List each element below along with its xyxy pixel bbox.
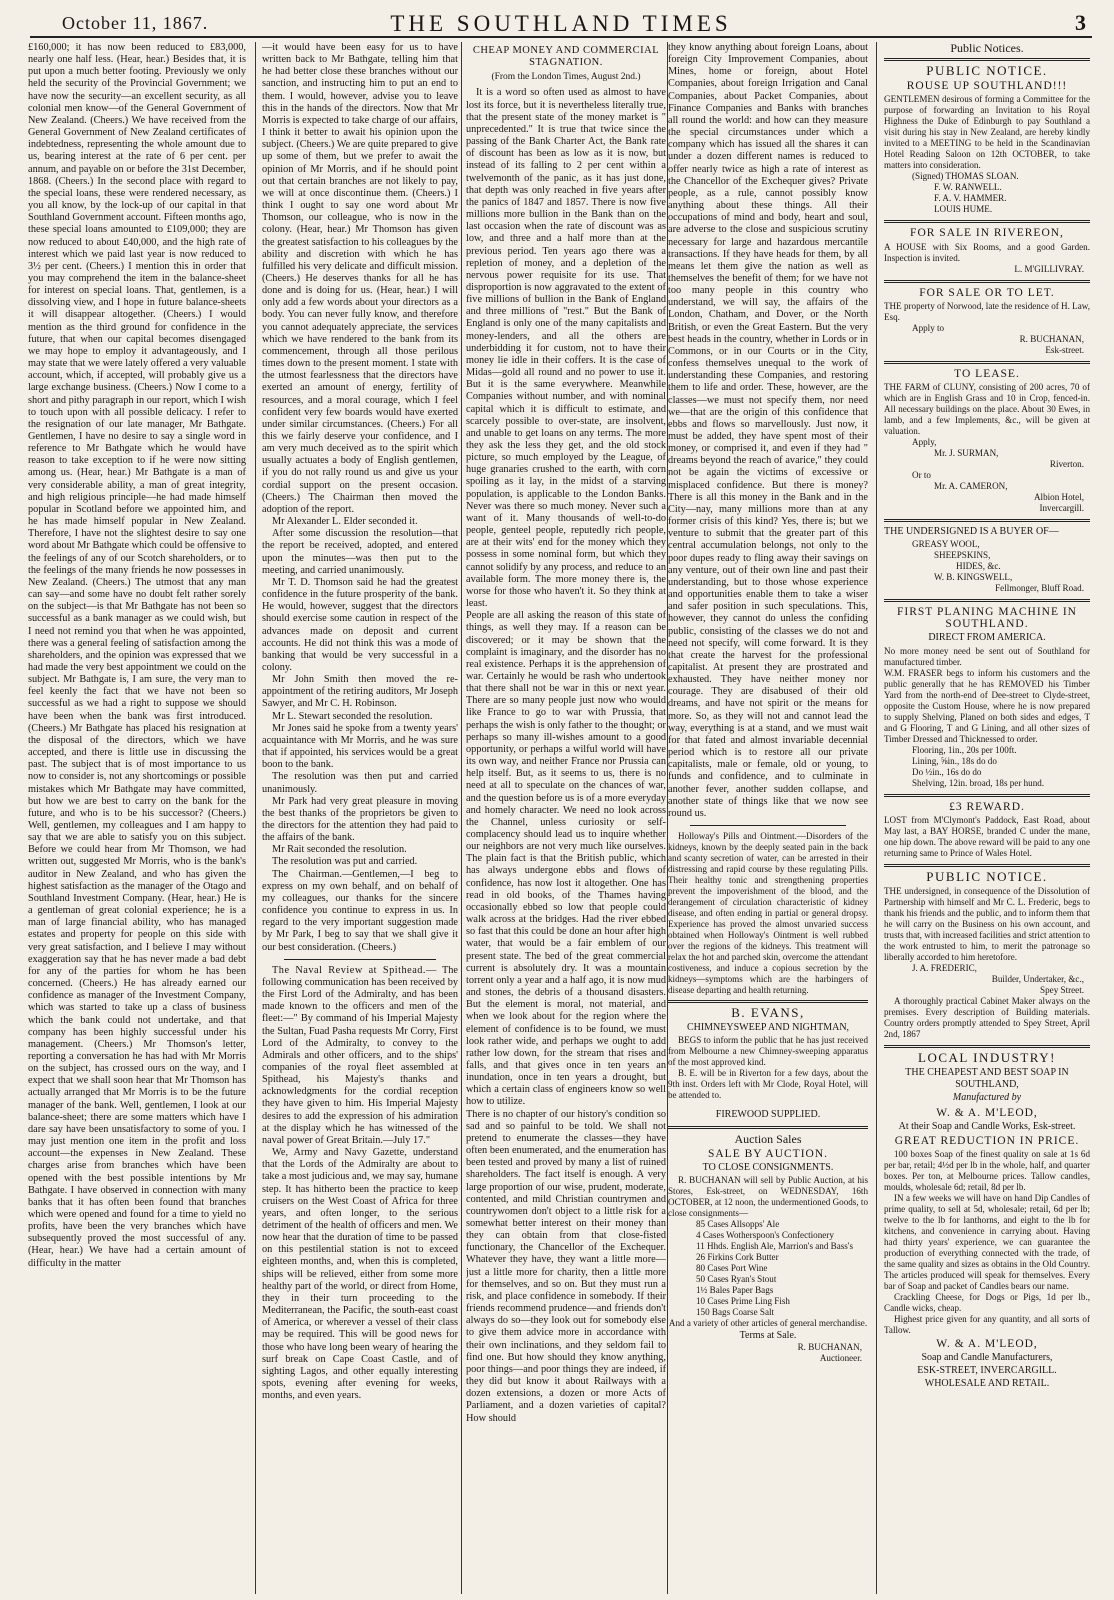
divider <box>884 864 1090 867</box>
divider <box>884 280 1090 283</box>
divider <box>668 1126 868 1129</box>
advert-signature: Auctioneer. <box>819 1352 862 1363</box>
masthead: THE SOUTHLAND TIMES <box>390 11 732 36</box>
advert-text: IN a few weeks we will have on hand Dip Candles of prime quality, to sell at 5d, wholesale; retail, 6d per lb; twelve to the lb for lanthorns, and eight to the lb for kitchens, and convenience in carrying about. Having had thirty years' experience, we can guarantee the production of everything connected with the trade, of the same quality and sizes as obtains in the Old Country. The articles produced will speak for themselves. Every bar of Soap and packet of Candles bears our name. <box>884 1192 1090 1291</box>
item-heading: The Naval Review at Spithead.— <box>272 964 437 976</box>
advert-headline: ROUSE UP SOUTHLAND!!! <box>906 80 1068 93</box>
advert-title: SALE BY AUCTION. <box>707 1147 829 1160</box>
signatory: (Signed) THOMAS SLOAN. <box>912 171 1019 182</box>
article-paragraph: Mr T. D. Thomson said he had the greatest confidence in the future prosperity of the bank. He would, however, suggest that the directors should exercise some caution in respect of the advances made on deposit and current accounts. He did not think this was a mode of banking that would be very successful in a colony. <box>262 576 458 673</box>
auction-item: 10 Cases Prime Ling Fish <box>696 1295 790 1306</box>
advert-terms: Terms at Sale. <box>739 1329 797 1341</box>
price-line: Flooring, 1in., 20s per 100ft. <box>912 744 1017 755</box>
article-body: they know anything about foreign Loans, about foreign City Improvement Companies, about Mines, home or foreign, about Hotel Companies, about foreign Irrigation and Canal Companies, about Packet Companies, about Finance Companies and Banks with branches all round the world: and how can they measure the special circumstances under which a company which has issued all the shares it can under a dozen different names is reduced to offer nearly twice as high a rate of interest as the Chancellor of the Exchequer gives? Private people, as a rule, cannot possibly know anything about these things. All their occupations of mind and body, heart and soul, are adverse to the close and suspicious scrutiny necessary for large and hazardous mercantile transactions. If they have heads for them, by all means let them give the nation as well as themselves the benefit of them; for we have not too many people in this country who understand, we will say, the affairs of the London, Chatham, and Dover, or the North British, or even the Great Eastern. But the very best heads in the country, whether in Lords or in Commons, or in our Courts or in the City, confess themselves unequal to the work of understanding these Companies, and restoring them to life and order. These, however, are the classes—we must not specify them, nor need we—that are the origin of this confidence that ebbs and flows so marvellously. Just now, it must be added, they have spent most of their money, or comprised it, and even if they had " dreams beyond the reach of avarice," they could not be again the victims of excessive or misplaced confidence. But there is money? There is all this money in the Bank and in the City—nay, many millions more than at any former crisis of this kind? Yes, there is; but we venture to submit that the greater part of this central accumulation belongs, not only to the poor dupes ready to fling away their savings on any venture, out of their own line and past their understanding, but to those whose experience and opportunities enable them to take a wiser and safer position in such speculations. This, however, they cannot do unless the confiding public, consisting of the classes we do not and need not specify, will come forward. It is they that create the harvest for the professional capitalist. At present they are prostrated and exhausted. They have neither money nor courage. They are disabused of their old dreams, and have not spirit or the means for more. So, as they will not and cannot lead the way, everything is at a stand, and we must wait for that fated and almost invariable decennial period which is to restore all our private capitalists, male or female, old or young, to funds and confidence, and to culminate in another fever, another sudden collapse, and another state of things like that we now see round us. <box>668 42 868 819</box>
divider <box>884 1045 1090 1048</box>
soap-advert <box>884 1049 1090 1391</box>
divider <box>884 519 1090 522</box>
advert-signature: Fellmonger, Bluff Road. <box>995 583 1084 594</box>
advert-text: W.M. FRASER begs to inform his customers and the public generally that he has REMOVED his Timber Yard from the north-end of Dee-street to Clyde-street, opposite the Custom House, where he is now prepared to supply Shelving, Planed on both sides and edges, T and G Flooring, T and G Lining, and all other sizes of Timber Dressed and Thicknessed to order. <box>884 667 1090 744</box>
column-2 <box>262 42 458 1594</box>
advert-name: W. & A. M'LEOD, <box>936 1106 1038 1119</box>
advert-text: THE property of Norwood, late the residence of H. Law, Esq. <box>884 300 1090 322</box>
advert-signature: R. BUCHANAN, <box>1019 333 1084 344</box>
divider <box>884 361 1090 364</box>
advert-title: THE UNDERSIGNED IS A BUYER OF— <box>884 525 1059 537</box>
buyer-item: SHEEPSKINS, <box>934 550 991 561</box>
divider <box>884 599 1090 602</box>
signatory: F. A. V. HAMMER. <box>934 193 1007 204</box>
planing-machine-advert <box>884 606 1090 788</box>
advert-apply: Or to <box>912 469 931 480</box>
article-paragraph: —it would have been easy for us to have written back to Mr Bathgate, telling him that he had better close these branches without our sanction, and instructing him to put an end to them. I would, however, advise you to leave this in the hands of the directors. Now that Mr Morris is expected to take charge of our affairs, I think it better to await his opinion upon the subject. (Cheers.) We are quite prepared to give up some of them, but we prefer to await the opinion of Mr Morris, and if he should point out that certain branches are not likely to pay, we will at once discontinue them. (Cheers.) I think I ought to say one word about Mr Thomson, our colleague, who is now in the colony. (Hear, hear.) Mr Thomson has given the greatest satisfaction to his colleagues by the ability and discretion with which he has fulfilled his very delicate and difficult mission. (Cheers.) He deserves thanks for all he has done and is doing for us. (Hear, hear.) I will only add a few words about your directors as a body. You can never fully know, and therefore you cannot adequately appreciate, the services which we have rendered to the bank from its commencement, through all those perilous times down to the present moment. I state with the utmost fearlessness that the directors have exerted an amount of energy, fertility of resources, and a moral courage, which I feel confident very few boards would have exerted under similar circumstances. (Cheers.) For all this we fairly deserve your confidence, and I am very much deceived as to the spirit which usually actuates a body of English gentlemen, if you do not rally round us and give us your cordial support on the present occasion. (Cheers.) The Chairman then moved the adoption of the report. <box>262 42 458 515</box>
page-number: 3 <box>1075 10 1086 35</box>
advert-contact: Invercargill. <box>1039 502 1084 513</box>
column-4 <box>668 42 868 1594</box>
advert-name: W. & A. M'LEOD, <box>936 1337 1038 1350</box>
section-heading: Auction Sales <box>734 1132 802 1147</box>
advert-signature: W. B. KINGSWELL, <box>934 572 1013 583</box>
signatory: LOUIS HUME. <box>934 204 993 215</box>
column-rule <box>461 42 462 1594</box>
naval-review-item <box>262 965 458 1147</box>
column-1 <box>28 42 246 1594</box>
reward-advert <box>884 801 1090 859</box>
advert-contact: Riverton. <box>1049 458 1084 469</box>
advert-contact: Mr. A. CAMERON, <box>934 480 1008 491</box>
public-notice-2 <box>884 868 1090 1040</box>
article-paragraph: The Chairman.—Gentlemen,—I beg to express on my own behalf, and on behalf of my colleagues, our thanks for the sincere confidence you continue to express in us. In regard to the very important suggestion made by Mr Park, I beg to say that we shall give it our best consideration. (Cheers.) <box>262 868 458 953</box>
article-paragraph: The resolution was put and carried. <box>272 856 418 868</box>
advert-apply: Apply to <box>912 322 945 333</box>
advert-title: FIRST PLANING MACHINE IN SOUTHLAND. <box>896 606 1077 631</box>
public-notice-1 <box>884 65 1090 215</box>
price-line: Shelving, 12in. broad, 18s per hund. <box>912 777 1045 788</box>
buyer-advert <box>884 526 1090 594</box>
column-3 <box>466 42 666 1594</box>
advert-text: A HOUSE with Six Rooms, and a good Garden. Inspection is invited. <box>884 241 1090 263</box>
advert-signature: L. M'GILLIVRAY. <box>1014 263 1084 274</box>
evans-advert <box>668 1007 868 1121</box>
advert-address: ESK-STREET, INVERCARGILL. <box>917 1365 1057 1377</box>
article-paragraph: Mr John Smith then moved the re-appointment of the retiring auditors, Mr Joseph Sawyer, and Mr C. H. Robinson. <box>262 674 458 710</box>
advert-subtitle: DIRECT FROM AMERICA. <box>928 632 1046 644</box>
advert-title: LOCAL INDUSTRY! <box>918 1049 1056 1065</box>
advert-address: Soap and Candle Manufacturers, <box>921 1352 1053 1364</box>
advert-text: GENTLEMEN desirous of forming a Committee for the purpose of forwarding an Invitation to his Royal Highness the Duke of Edinburgh to pay Southland a visit during his stay in New Zealand, are hereby kindly invited to a MEETING to be held in the Scandinavian Hotel Reading Saloon on 12th OCTOBER, to take matters into consideration. <box>884 94 1090 171</box>
item-text: The following communication has been received by the First Lord of the Admiralty, and has been made known to the officers and men of the fleet:—" By command of his Imperial Majesty the Sultan, Fuad Pasha requests Mr Corry, First Lord of the Admiralty, to convey to the Admirals and other officers, and to the ships' companies of the royal fleet assembled at Spithead, his Majesty's thanks and acknowledgments for the cordial reception they have given to him. His Imperial Majesty desires to add the expression of his admiration at the display which he has witnessed of the naval power of Great Britain.—July 17." <box>262 964 458 1146</box>
article-body: It is a word so often used as almost to have lost its force, but it is nevertheless literally true, that the present state of the money market is " unprecedented." It is true that twice since the passing of the Bank Charter Act, the Bank rate of discount has been as low as it is now, but instead of its falling to 2 per cent within a twelvemonth of the panic, as it has just done, that depth was only reached in five years after the panics of 1847 and 1857. There is now five millions more bullion in the Bank than on the last occasion when the rate of discount was as low, and three and a half more than at the previous period. Ten years ago there was a repletion of money, and a depletion of the nervous power requisite for its use. That disproportion is now aggravated to the extent of five millions of bullion in the Bank of England and three millions of "rest." But the Bank of England is only one of the many capitalists and money-lenders, and all the others are underbidding it for custom, not to have their money lie idle in their coffers. It is the case of Midas—gold all round and no power to use it. But it is the same everywhere. Meanwhile Companies without number, and with nominal capital which it is difficult to estimate, and scarcely possible to over-state, are insolvent, and unable to get loans on any terms. The more they ask the less they get, and the old stock picture, so much employed by the League, of huge granaries crushed to the earth, with corn spoiling as it lay, in the midst of a starving population, is applicable to the London Banks. Never was there so much money. Never such a want of it. Many thousands of well-to-do people, genteel people, reputedly rich people, are at their wits' end for the money which they possess in some nominal form, but which they cannot solidify by any process, and reduce to an available form. The more money there is, the worse for those who haven't it. So they think at least. People are all asking the reason of this state of things, as well they may. If a reason can be discovered; or it may be shown that the complaint is imaginary, and the disorder has no real existence. Perhaps it is the apprehension of war. Certainly he would be rash who undertook that there shall not be war in this or next year. There are so many people just now who would like France to go to war with Prussia, that perhaps the wish is only father to the thought; or perhaps so many ill-wishes amount to a good opportunity, or perhaps a wilful world will have its own way, and neither France nor Prussia can help itself. But, as it seems to us, there is no need at all to speculate on the chances of war, and the question before us is of a more everyday and homely character. We need no look across the Channel, unless curiosity or self-complacency should lead us to inquire whether our neighbors are not very much like ourselves. The plain fact is that the British public, which has always undergone ebbs and flows of confidence, has now lost it altogether. One has read in old books, of the Thames having occasionally ebbed so low that people could walk across at the bridges. Had the river ebbed so fast that this could be done an hour after high water, that would be a fair emblem of our present state. The bed of the great commercial current is absolutely dry. It was a mountain torrent only a year and a half ago, it is now mud and stones, the debris of a thousand disasters. But the element is moral, not material, and when we look about for the region where the element of confidence is to be found, we must look rather wide, and perhaps we ought to add rather low down, for the stream that rises and falls, and that gives once in ten years an inundation, once in ten years a drought, but which a certain class of engineers know so well how to utilize. There is no chapter of our history's condition so sad and so painful to be told. We shall not pretend to enumerate the classes—they have often been enumerated, and the enumeration has been tested and proved by many a list of ruined shareholders. The fact itself is enough. A very large proportion of our wise, prudent, moderate, contented, and mild Christian countrymen and countrywomen don't object to a little risk for a somewhat better interest on their money than they can obtain from that close-fisted functionary, the Chancellor of the Exchequer. Whatever they have, they want a little more—just a little more for charity, then a little more for themselves, and so on. But they must run a risk, and place confidence in somebody. If their friends recommend prudence—and friends don't always do so—they look out for somebody else to give them advice more in accordance with their own inclinations, and they seldom fail to find one. But how should they know anything, poor things—and poor things they are indeed, if they did but know it about Railways with a dozen extensions, a dozen or more Acts of Parliament, and a dozen varieties of capital? How should <box>466 87 666 1424</box>
signatory: F. W. RANWELL. <box>934 182 1002 193</box>
advert-title: FOR SALE OR TO LET. <box>919 286 1055 299</box>
advert-title: FOR SALE IN RIVEREON, <box>910 227 1064 240</box>
column-rule <box>876 42 877 1594</box>
advert-name: B. EVANS, <box>731 1005 805 1020</box>
article-paragraph: Mr Rait seconded the resolution. <box>272 844 407 856</box>
advert-text: LOST from M'Clymont's Paddock, East Road, about May last, a BAY HORSE, branded C under the mane, one hip down. The above reward will be paid to any one returning same to Prince of Wales Hotel. <box>884 814 1090 858</box>
article-paragraph: The resolution was then put and carried unanimously. <box>262 771 458 795</box>
advert-text: THE undersigned, in consequence of the Dissolution of Partnership with himself and Mr C. L. Frederic, begs to thank his friends and the public, and to inform them that he will carry on the Business on his own account, and trusts that, with increased facilities and strict attention to the work entrusted to him, to merit the patronage so liberally accorded to him heretofore. <box>884 885 1090 962</box>
advert-tagline: FIREWOOD SUPPLIED. <box>715 1109 821 1121</box>
advert-text: B. E. will be in Riverton for a few days, about the 9th inst. Orders left with Mr Clode, Royal Hotel, will be attended to. <box>668 1068 868 1101</box>
advert-apply: Apply, <box>912 436 937 447</box>
advert-trade: CHIMNEYSWEEP AND NIGHTMAN, <box>686 1022 850 1034</box>
for-sale-rivereon <box>884 227 1090 274</box>
advert-subtitle: TO CLOSE CONSIGNMENTS. <box>702 1161 834 1173</box>
for-sale-or-let <box>884 287 1090 356</box>
auction-item: 1½ Bales Paper Bags <box>696 1284 774 1295</box>
price-line: Lining, ⅝in., 18s do do <box>912 755 997 766</box>
section-heading: Public Notices. <box>950 42 1024 55</box>
advert-text: Crackling Cheese, for Dogs or Pigs, 1d per lb., Candle wicks, cheap. <box>884 1291 1090 1313</box>
divider <box>668 1000 868 1003</box>
advert-signature: J. A. FREDERIC, <box>912 962 977 973</box>
advert-title: TO LEASE. <box>954 367 1020 380</box>
advert-signature: Esk-street. <box>1045 344 1084 355</box>
divider <box>690 825 846 826</box>
column-5 <box>884 42 1090 1594</box>
advert-signature: Builder, Undertaker, &c., <box>991 973 1084 984</box>
advert-address: WHOLESALE AND RETAIL. <box>924 1378 1050 1390</box>
article-paragraph: After some discussion the resolution—that the report be received, adopted, and entered upon the minutes—was then put to the meeting, and carried unanimously. <box>262 528 458 576</box>
advert-headline: GREAT REDUCTION IN PRICE. <box>894 1134 1080 1147</box>
article-source: (From the London Times, August 2nd.) <box>491 72 641 83</box>
article-paragraph: We, Army and Navy Gazette, understand that the Lords of the Admiralty are about to take a most judicious and, we may say, humane step. It has hitherto been the practice to keep cruisers on the West Coast of Africa for three years, and often longer, to the serious detriment of the health of officers and men. We now hear that the duration of time to be passed on this pestilential station is not to exceed eighteen months, and, when this is completed, ships will be relieved, either from some more healthy part of the world, or direct from Home, they in their turn proceeding to the Mediterranean, the Pacific, the south-east coast of America, or wherever a vessel of their class may be required. This will be good news for those who have long been weary of hearing the surf break on Cape Coast Castle, and of sighting Lagos, and other equally interesting spots, evening after evening for weeks, months, and even years. <box>262 1147 458 1402</box>
advert-title: £3 REWARD. <box>949 800 1025 813</box>
divider <box>884 58 1090 61</box>
divider <box>284 959 436 960</box>
advert-signature: R. BUCHANAN, <box>797 1341 862 1352</box>
column-rule <box>255 42 256 1594</box>
auction-item: 80 Cases Port Wine <box>696 1262 768 1273</box>
advert-text: A thoroughly practical Cabinet Maker always on the premises. Every description of Building materials. Country orders promptly attended to Spey Street, April 2nd, 1867 <box>884 995 1090 1039</box>
article-paragraph: Mr L. Stewart seconded the resolution. <box>272 710 433 722</box>
advert-note: No more money need be sent out of Southland for manufactured timber. <box>884 645 1090 667</box>
price-line: Do ½in., 16s do do <box>912 766 982 777</box>
auction-item: 11 Hhds. English Ale, Marrion's and Bass's <box>696 1240 854 1251</box>
advert-title: PUBLIC NOTICE. <box>926 868 1048 884</box>
holloway-advert <box>668 831 868 996</box>
advert-text: THE FARM of CLUNY, consisting of 200 acres, 70 of which are in English Grass and 10 in Crop, fenced-in. All necessary buildings on the place. About 30 Ewes, in lamb, and a few Implements, &c., will be given at valuation. <box>884 381 1090 436</box>
advert-byline: Manufactured by <box>952 1092 1022 1104</box>
article-title: CHEAP MONEY AND COMMERCIAL STAGNATION. <box>472 45 660 69</box>
bank-meeting-speech: £160,000; it has now been reduced to £83,000, nearly one half less. (Hear, hear.) Besides that, it is put upon a much better footing. Previously we only held the security of the Provincial Government; we have now the security—an excellent security, as all colonial men know—of the General Government of New Zealand. (Cheers.) We have received from the General Government of New Zealand certificates of indebtedness, representing the whole amount due to us, bearing interest at the rate of 6 per cent. per annum, and payable on or before the 31st December, 1868. (Cheers.) In the second place with regard to the special loans, these were rendered necessary, as you all know, by the lock-up of our capital in that Southland Government account. Fifteen months ago, these special loans amounted to £109,000; they are now reduced to about £40,000, and the high rate of interest which we paid last year is now reduced to 3½ per cent. (Cheers.) I mention this in order that you may comprehend the item in the balance-sheet for interest on special loans. That, gentlemen, is a dissolving view, and I hope in future balance-sheets it will disappear altogether. (Cheers.) I would mention as the third ground for confidence in the future, that when our capital becomes disengaged we may hope to employ it advantageously, and I may state that we were lately offered a very valuable account, which, if accepted, will probably give us a large exchange business. (Cheers.) Now I come to a short and pithy paragraph in our report, which I wish to touch upon with all possible delicacy. I refer to the resignation of our late manager, Mr Bathgate. Gentlemen, I have no desire to say a single word in reference to Mr Bathgate which he would have reason to take exception to if he were now sitting among us. (Hear, hear.) Mr Bathgate is a man of very considerable ability, a man of great integrity, and high religious principle—he had made himself popular in Scotland before we appointed him, and he has made himself popular in New Zealand. Therefore, I have not the slightest desire to say one word about Mr Bathgate which could be offensive to the feelings of any of our Scotch shareholders, or to the feelings of the many friends he now possesses in New Zealand. (Cheers.) The utmost that any man can say—and some have no doubt felt rather sorely on the subject—is that Mr Bathgate has not been so successful as a bank manager as we could wish, but I need not remind you that when he was appointed, there was a general feeling of satisfaction among the shareholders, and the opinion was expressed that we had made the very best appointment we could on the subject. Mr Bathgate is, I am sure, the very man to feel keenly the fact that we have not been so successful as we had a right to suppose we should have been when the bank was first introduced. (Cheers.) Mr Bathgate has placed his resignation at the disposal of the directors, which we have accepted, and there is little use in discussing the past. The subject that is of most importance to us now to consider is, not any shortcomings or possible mistakes which Mr Bathgate may have committed, but how we are best to carry on the bank for the future, and who is to be his successor? (Cheers.) Well, gentlemen, my colleagues and I am happy to say that we are able to satisfy you on this subject. Before we could hear from Mr Thomson, we had written out, suggested Mr Morris, who is the bank's auditor in New Zealand, and who has given the highest satisfaction as the manager of the Otago and Southland Investment Company. (Hear, hear.) He is a gentleman of great colonial experience; he is a man of large financial ability, who has managed estates and property for people on this side with very great satisfaction, and I believe I may without exaggeration say that he has never made a bad debt for any of the parties for whom he has been concerned. (Cheers.) He has already earned our confidence as manager of the Investment Company, which was started to take up a class of business which the bank could not undertake, and that company has been highly successful under his management. (Cheers.) Mr Thomson's letter, reporting a conversation he has had with Mr Morris on the subject, has crossed ours on the way, and I expect that we shall soon hear that Mr Thomson has actually arranged that Mr Morris is to be the future manager of the bank. Well, gentlemen, I look at our balance-sheet; there are some matters which have I dare say have been unsatisfactory to some of you. I may just mention one item in the profit and loss account—the expenses in New Zealand. These charges arise from branches which have been opened with the best possible intentions by Mr Bathgate. I have observed in connection with many banks that it has often been found that branches which were opened and found for a time to yield no profits, have been the very branches which have subsequently proved the most successful of any. (Hear, hear.) We have had a certain amount of difficulty in the matter <box>28 42 246 1269</box>
auction-item: 50 Cases Ryan's Stout <box>696 1273 777 1284</box>
to-lease <box>884 368 1090 514</box>
divider <box>884 220 1090 223</box>
divider <box>884 794 1090 797</box>
auction-item: 150 Bags Coarse Salt <box>696 1306 775 1317</box>
advert-signature: Spey Street. <box>1040 984 1084 995</box>
buyer-item: GREASY WOOL, <box>912 539 980 550</box>
advert-text: Highest price given for any quantity, and all sorts of Tallow. <box>884 1313 1090 1335</box>
auction-advert <box>668 1133 868 1363</box>
page-header <box>30 10 1092 38</box>
advert-text: 100 boxes Soap of the finest quality on sale at 1s 6d per bar, retail; 4½d per lb in the whole, half, and quarter boxes. Per ton, at Melbourne prices. Tallow candles, moulds, wholesale 6d; retail, 8d per lb. <box>884 1148 1090 1192</box>
buyer-item: HIDES, &c. <box>956 561 1001 572</box>
advert-text: Disorders of the kidneys, known by the deeply seated pain in the back and scanty secretion of water, can be arrested in their distressing and rapid course by these regulating Pills. Their healthy tonic and strengthening properties prevent the impoverishment of the blood, and the derangement of circulation characteristic of kidney disease, and often ending in partial or general dropsy. Experience has proved the almost unvaried success obtained when Holloway's Ointment is well rubbed over the regions of the kidneys. This treatment will relax the hot and parched skin, overcome the attendant costiveness, and induce a copious secretion by the kidneys—symptoms which are the harbingers of disease departing and health returning. <box>668 831 868 995</box>
advert-text: BEGS to inform the public that he has just received from Melbourne a new Chimney-sweeping apparatus of the most approved kind. <box>668 1035 868 1068</box>
advert-address: At their Soap and Candle Works, Esk-street. <box>898 1120 1076 1132</box>
advert-heading: Holloway's Pills and Ointment.— <box>678 831 806 841</box>
advert-headline: THE CHEAPEST AND BEST SOAP IN SOUTHLAND, <box>905 1067 1069 1091</box>
issue-date: October 11, 1867. <box>62 13 209 33</box>
advert-title: PUBLIC NOTICE. <box>926 63 1048 79</box>
article-paragraph: Mr Park had very great pleasure in moving the best thanks of the proprietors be given to the directors for the attention they had paid to the affairs of the bank. <box>262 795 458 844</box>
auction-item: 4 Cases Wotherspoon's Confectionery <box>696 1229 834 1240</box>
article-paragraph: Mr Alexander L. Elder seconded it. <box>272 516 418 528</box>
auction-item: 85 Cases Allsopps' Ale <box>696 1218 780 1229</box>
article-paragraph: Mr Jones said he spoke from a twenty years' acquaintance with Mr Morris, and he was sure that if appointed, his services would be a great boon to the bank. <box>262 722 458 771</box>
advert-text: And a variety of other articles of general merchandise. <box>668 1317 868 1328</box>
advert-contact: Albion Hotel, <box>1033 491 1084 502</box>
auction-item: 26 Firkins Cork Butter <box>696 1251 779 1262</box>
advert-text: R. BUCHANAN will sell by Public Auction, at his Stores, Esk-street, on WEDNESDAY, 16th OCTOBER, at 12 noon, the undermentioned Goods, to close consignments— <box>668 1174 868 1218</box>
advert-contact: Mr. J. SURMAN, <box>934 447 999 458</box>
